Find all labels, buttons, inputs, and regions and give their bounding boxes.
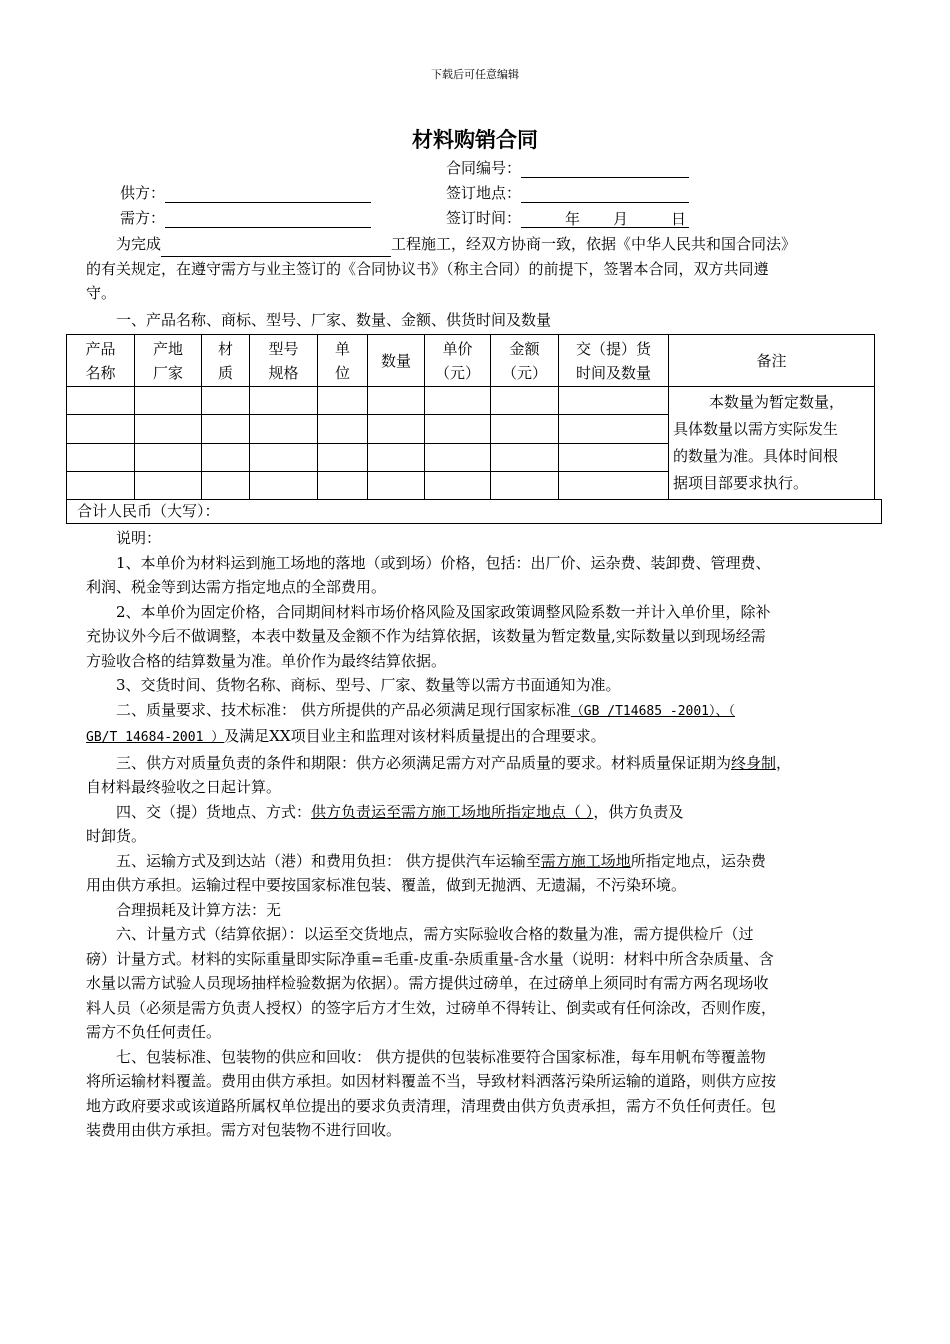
- supplier-row: [120, 182, 371, 203]
- sign-time-label: 签订时间：: [446, 209, 522, 227]
- total-rmb-label: 合计人民币（大写）：: [77, 502, 220, 520]
- section7-line4: 装费用由供方承担。需方对包装物不进行回收。: [86, 1121, 402, 1139]
- section6-line5: 需方不负任何责任。: [86, 1023, 222, 1041]
- intro-text-d: 守。: [86, 284, 117, 302]
- month-label: 月: [613, 210, 629, 228]
- intro-text-b: 工程施工，经双方协商一致，依据《中华人民共和国合同法》: [391, 235, 797, 253]
- section7-line3: 地方政府要求或该道路所属权单位提出的要求负责清理，清理费由供方负责承担，需方不负任何责任。包: [86, 1096, 777, 1115]
- contract-no-label: 合同编号：: [446, 159, 522, 177]
- intro-paragraph: [86, 232, 866, 306]
- day-label: 日: [671, 210, 687, 228]
- section3-line2: 自材料最终验收之日起计算。: [86, 778, 282, 796]
- section1-heading: 一、产品名称、商标、型号、厂家、数量、金额、供货时间及数量: [116, 311, 552, 329]
- section6-line1: 六、计量方式（结算依据）：以运至交货地点，需方实际验收合格的数量为准，需方提供检斤（过: [116, 925, 754, 943]
- supplier-label: 供方：: [120, 184, 166, 202]
- sign-place-label: 签订地点：: [446, 184, 522, 202]
- section7-line1: 七、包装标准、包装物的供应和回收： 供方提供的包装标准要符合国家标准，每车用帆布等覆盖物: [116, 1047, 766, 1066]
- project-name-field[interactable]: [161, 239, 391, 257]
- explain-p1-line1: 1、本单价为材料运到施工场地的落地（或到场）价格，包括：出厂价、运杂费、装卸费、管理费、: [116, 553, 771, 572]
- transport-destination: 需方施工场地: [540, 851, 631, 870]
- sign-place-field[interactable]: [521, 185, 689, 203]
- explain-p2-line1: 2、本单价为固定价格，合同期间材料市场价格风险及国家政策调整风险系数一并计入单价里，除补: [116, 602, 771, 621]
- section2-line1: 二、质量要求、技术标准： 供方所提供的产品必须满足现行国家标准（GB /T14685 -2001）、（: [116, 700, 736, 719]
- supplier-field[interactable]: [165, 185, 371, 203]
- section6-line4: 料人员（必须是需方负责人授权）的签字后方才生效，过磅单不得转让、倒卖或有任何涂改，否则作废，: [86, 998, 777, 1017]
- standard-1: （GB /T14685 -2001）、（: [570, 703, 736, 719]
- remarks-note: 本数量为暂定数量， 具体数量以需方实际发生 的数量为准。具体时间根 据项目部要求执行。: [669, 387, 875, 500]
- intro-text-a: 为完成: [116, 235, 162, 253]
- standard-2: GB/T 14684-2001 ）: [86, 730, 225, 745]
- col-header-unit-price: 单价 （元）: [425, 335, 491, 387]
- col-header-quantity: 数量: [368, 335, 425, 387]
- sign-place-row: [446, 182, 689, 203]
- section4-line2: 时卸货。: [86, 827, 147, 845]
- intro-text-c: 的有关规定，在遵守需方与业主签订的《合同协议书》（称主合同）的前提下，签署本合同，双方共同遵: [86, 259, 769, 278]
- warranty-term: 终身制: [731, 753, 777, 772]
- col-header-material: 材 质: [202, 335, 250, 387]
- contract-no-field[interactable]: [521, 160, 689, 178]
- product-table: [66, 334, 875, 500]
- col-header-delivery: 交（提）货 时间及数量: [559, 335, 669, 387]
- sign-time-field[interactable]: [521, 210, 689, 228]
- sign-time-row: [446, 207, 689, 228]
- section6-line3: 水量以需方试验人员现场抽样检验数据为依据）。需方提供过磅单，在过磅单上须同时有需方两名现场收: [86, 974, 769, 992]
- section2-line2: GB/T 14684-2001 ）及满足XX项目业主和监理对该材料质量提出的合理要求。: [86, 727, 606, 745]
- explain-p2-line2: 充协议外今后不做调整，本表中数量及金额不作为结算依据，该数量为暂定数量,实际数量以到现场经需: [86, 627, 766, 645]
- col-header-amount: 金额 （元）: [491, 335, 559, 387]
- explain-heading: 说明：: [116, 529, 162, 547]
- year-label: 年: [565, 210, 581, 228]
- explain-p2-line3: 方验收合格的结算数量为准。单价作为最终结算依据。: [86, 651, 447, 670]
- reasonable-loss: 合理损耗及计算方法：无: [116, 900, 282, 919]
- section7-line2: 将所运输材料覆盖。费用由供方承担。如因材料覆盖不当，导致材料洒落污染所运输的道路，则供方应按: [86, 1072, 777, 1090]
- section3-line1: 三、供方对质量负责的条件和期限：供方必须满足需方对产品质量的要求。材料质量保证期为终身制，: [116, 753, 792, 772]
- section4-line1: 四、交（提）货地点、方式：供方负责运至需方施工场地所指定地点（ ），供方负责及: [116, 802, 684, 821]
- col-header-origin: 产地 厂家: [135, 335, 202, 387]
- buyer-field[interactable]: [165, 210, 371, 228]
- section5-line1: 五、运输方式及到达站（港）和费用负担： 供方提供汽车运输至需方施工场地所指定地点，运杂费: [116, 851, 766, 870]
- total-rmb-row[interactable]: [66, 499, 882, 524]
- section5-line2: 用由供方承担。运输过程中要按国家标准包装、覆盖，做到无抛洒、无遗漏，不污染环境。: [86, 876, 687, 894]
- delivery-place-field[interactable]: 所指定地点（ ）: [491, 802, 594, 821]
- explain-p3: 3、交货时间、货物名称、商标、型号、厂家、数量等以需方书面通知为准。: [116, 676, 621, 694]
- buyer-row: [120, 207, 371, 228]
- buyer-label: 需方：: [120, 209, 166, 227]
- contract-title: 材料购销合同: [412, 127, 538, 152]
- col-header-model: 型号 规格: [250, 335, 318, 387]
- col-header-remarks: 备注: [669, 335, 875, 387]
- contract-no-row: [446, 157, 689, 178]
- explain-p1-line2: 利润、税金等到达需方指定地点的全部费用。: [86, 578, 387, 596]
- contract-body: [86, 526, 866, 1143]
- delivery-method: 供方负责运至需方施工场地: [311, 802, 492, 821]
- table-header-row: [67, 335, 875, 387]
- section6-line2: 磅）计量方式。材料的实际重量即实际净重=毛重-皮重-杂质重量-含水量（说明：材料中所含杂质量、含: [86, 949, 774, 968]
- col-header-product-name: 产品 名称: [67, 335, 135, 387]
- header-note: 下载后可任意编辑: [431, 68, 519, 81]
- col-header-unit: 单 位: [318, 335, 368, 387]
- table-row: [67, 387, 875, 415]
